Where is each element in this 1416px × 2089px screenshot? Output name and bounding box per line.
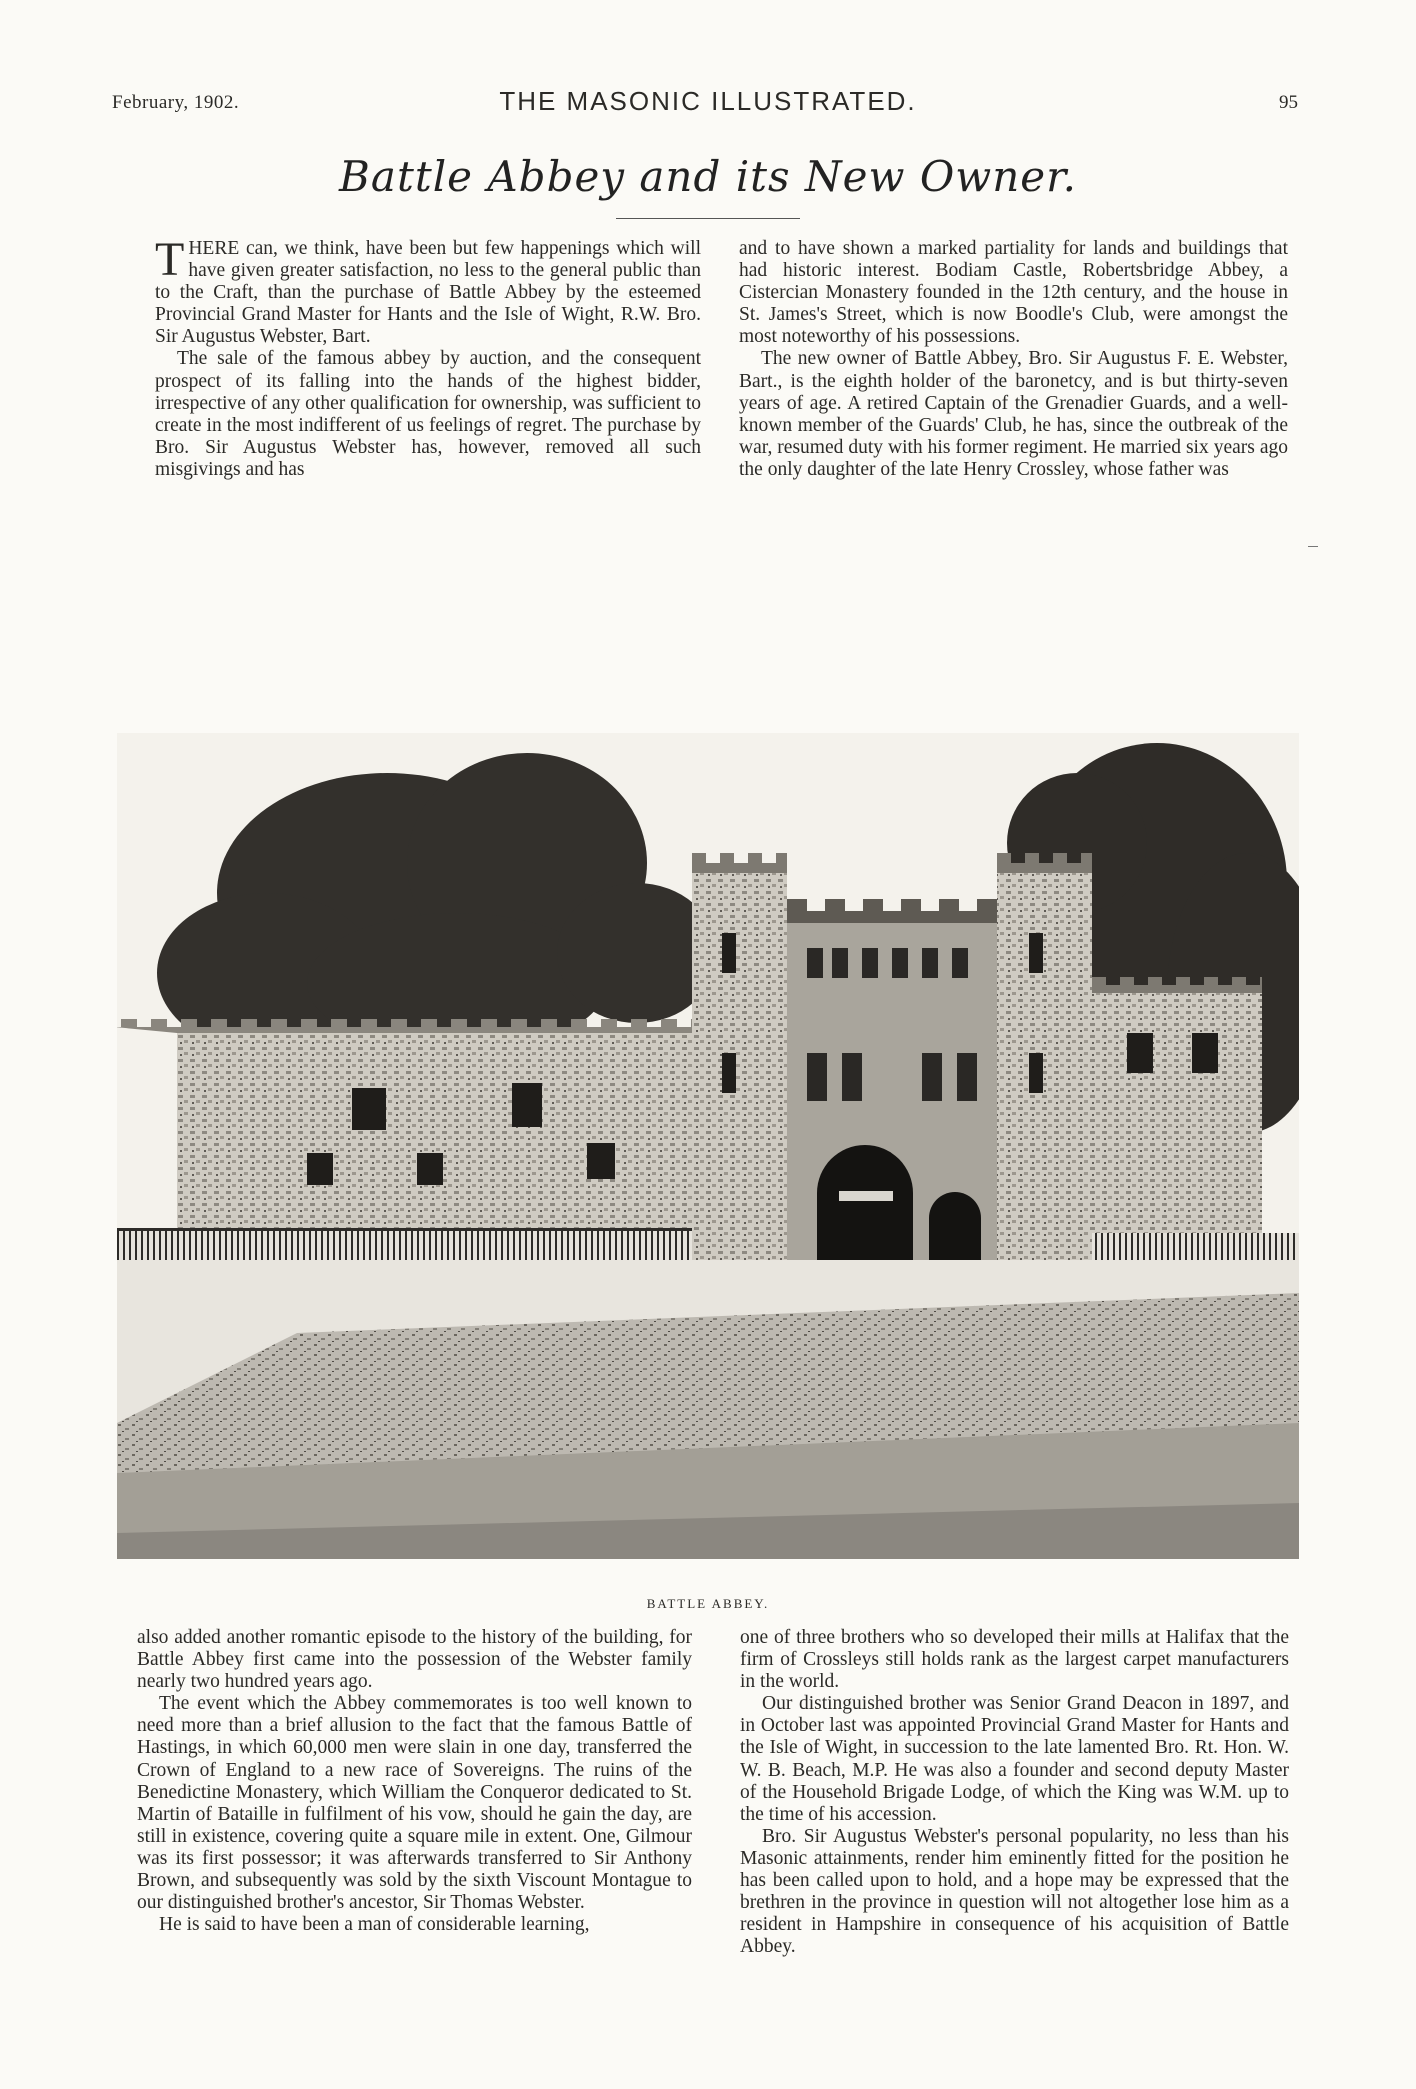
paragraph: The sale of the famous abbey by auction, and the consequent prospect of its falling into the hands of the highest bidder, irrespective of any other qualification for ownership, was sufficient to create in the most indifferent of us feelings of regret. The purchase by Bro. Sir Augustus Webster has, however, removed all such misgivings and has [155,348,701,480]
paragraph: The new owner of Battle Abbey, Bro. Sir Augustus F. E. Webster, Bart., is the eighth holder of the baronetcy, and is but thirty-seven years of age. A retired Captain of the Grenadier Guards, and a well-known member of the Guards' Club, he has, since the outbreak of the war, resumed duty with his former regiment. He married six years ago the only daughter of the late Henry Crossley, whose father was [739,348,1288,480]
print-mark [1308,546,1318,547]
page-header [0,86,1416,126]
paragraph: He is said to have been a man of considerable learning, [159,1914,590,1936]
issue-date: February, 1902. [112,92,240,113]
paragraph: Our distinguished brother was Senior Grand Deacon in 1897, and in October last was appointed Provincial Grand Master for Hants and the Isle of Wight, in succession to the late lamented Bro. Rt. Hon. W. W. B. Beach, M.P. He was also a founder and second deputy Master of the Household Brigade Lodge, of which the King was W.M. up to the time of his accession. [740,1693,1289,1825]
text-column-top-right [739,238,1288,481]
battle-abbey-photo [117,733,1299,1559]
publication-title: THE MASONIC ILLUSTRATED. [499,86,917,116]
paragraph: Bro. Sir Augustus Webster's personal popularity, no less than his Masonic attainments, render him eminently fitted for the position he has been called upon to hold, and a hope may be expressed that the brethren in the province in question will not altogether lose him as a resident in Hampshire in consequence of his acquisition of Battle Abbey. [740,1825,1289,1958]
page-number: 95 [1279,92,1298,113]
drop-cap: T [155,233,185,286]
text-column-bottom-right [740,1627,1289,1958]
text-column-top-left [155,233,701,481]
title-divider [616,218,800,219]
paragraph: also added another romantic episode to the history of the building, for Battle Abbey first came into the possession of the Webster family nearly two hundred years ago. [137,1627,692,1693]
photo-caption: BATTLE ABBEY. [646,1596,770,1611]
paragraph: The event which the Abbey commemorates is too well known to need more than a brief allusion to the fact that the famous Battle of Hastings, in which 60,000 men were slain in one day, transferred the Crown of England to a new race of Sovereigns. The ruins of the Benedictine Monastery, which William the Conqueror dedicated to St. Martin of Bataille in fulfilment of his vow, should he gain the day, are still in existence, covering quite a square mile in extent. One, Gilmour was its first possessor; it was afterwards transferred to Sir Anthony Brown, and subsequently was sold by the sixth Viscount Montague to our distinguished brother's ancestor, Sir Thomas Webster. [137,1693,692,1914]
paragraph: THERE can, we think, have been but few happenings which will have given greater satisfaction, no less to the general public than to the Craft, than the purchase of Battle Abbey by the esteemed Provincial Grand Master for Hants and the Isle of Wight, R.W. Bro. Sir Augustus Webster, Bart. [155,233,701,348]
paragraph: and to have shown a marked partiality for lands and buildings that had historic interest. Bodiam Castle, Robertsbridge Abbey, a Cistercian Monastery founded in the 12th century, and the house in St. James's Street, which is now Boodle's Club, were amongst the most noteworthy of his possessions. [739,238,1288,348]
text-column-bottom-left [137,1627,692,1936]
article-title: Battle Abbey and its New Owner. [339,152,1077,201]
paragraph: one of three brothers who so developed their mills at Halifax that the firm of Crossleys still holds rank as the largest carpet manufacturers in the world. [740,1627,1289,1693]
